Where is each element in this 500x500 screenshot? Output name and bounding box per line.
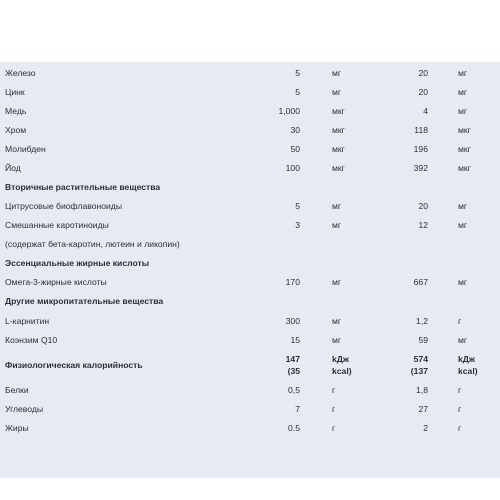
per-100g-unit: мкг (458, 125, 471, 135)
amount-value: 0.5 (288, 423, 300, 433)
table-row (0, 64, 500, 82)
energy-kj-value: 574 (413, 354, 428, 364)
nutrient-name: Омега-3-жирные кислоты (5, 277, 107, 287)
amount-value: 0,5 (288, 385, 300, 395)
per-100g-value: 2 (423, 423, 428, 433)
nutrient-name: Жиры (5, 423, 29, 433)
table-row (0, 273, 500, 291)
amount-unit: мкг (332, 163, 345, 173)
per-100g-value: 118 (414, 125, 428, 135)
energy-kj-unit: kДж (458, 354, 475, 364)
section-title: Эссенциальные жирные кислоты (5, 258, 150, 268)
table-row (0, 312, 500, 330)
nutrient-note: (содержат бета-каротин, лютеин и ликопин) (5, 239, 180, 249)
per-100g-value: 12 (418, 220, 428, 230)
amount-value (286, 353, 300, 377)
nutrient-name: Йод (5, 163, 21, 173)
amount-value: 30 (290, 125, 300, 135)
table-row (0, 419, 500, 437)
table-row-energy (0, 352, 500, 378)
energy-kj-unit: kДж (332, 354, 349, 364)
amount-value: 15 (290, 335, 300, 345)
amount-value: 5 (295, 201, 300, 211)
amount-unit: мкг (332, 125, 345, 135)
table-row (0, 140, 500, 158)
nutrient-name: Железо (5, 68, 36, 78)
nutrient-name: Физиологическая калорийность (5, 360, 143, 370)
amount-unit (332, 353, 352, 377)
per-100g-unit: г (458, 316, 462, 326)
per-100g-value: 667 (413, 277, 428, 287)
amount-unit: мг (332, 316, 342, 326)
nutrient-name: Цинк (5, 87, 25, 97)
per-100g-value: 4 (423, 106, 428, 116)
energy-kcal-value: (35 (287, 366, 300, 376)
table-row (0, 159, 500, 177)
table-row (0, 331, 500, 349)
nutrient-name: Молибден (5, 144, 46, 154)
amount-unit: мкг (332, 144, 345, 154)
section-title: Другие микропитательные вещества (5, 296, 164, 306)
amount-unit: мг (332, 335, 342, 345)
amount-unit: мг (332, 68, 342, 78)
per-100g-value: 59 (418, 335, 428, 345)
energy-kj-value: 147 (285, 354, 300, 364)
amount-value: 300 (285, 316, 300, 326)
amount-value: 170 (285, 277, 300, 287)
per-100g-unit: мг (458, 68, 468, 78)
amount-value: 100 (285, 163, 300, 173)
per-100g-unit: мг (458, 201, 468, 211)
amount-unit: мкг (332, 106, 345, 116)
amount-unit: г (332, 423, 336, 433)
nutrition-table (0, 62, 500, 478)
per-100g-value: 20 (418, 87, 428, 97)
energy-kcal-unit: kcal) (332, 366, 352, 376)
table-row (0, 197, 500, 215)
nutrient-name: Хром (5, 125, 27, 135)
per-100g-unit: мг (458, 106, 468, 116)
table-row (0, 216, 500, 234)
table-row (0, 121, 500, 139)
table-row (0, 83, 500, 101)
amount-unit: мг (332, 87, 342, 97)
per-100g-value: 1,8 (416, 385, 428, 395)
nutrient-name: Углеводы (5, 404, 44, 414)
energy-kcal-value: (137 (410, 366, 428, 376)
section-header-row (0, 178, 500, 196)
per-100g-unit: г (458, 404, 462, 414)
per-100g-unit: мг (458, 220, 468, 230)
amount-value: 3 (295, 220, 300, 230)
section-header-row (0, 254, 500, 272)
per-100g-unit: мг (458, 335, 468, 345)
per-100g-value: 1,2 (416, 316, 428, 326)
per-100g-unit: мг (458, 87, 468, 97)
per-100g-value: 27 (418, 404, 428, 414)
table-row (0, 400, 500, 418)
per-100g-value: 20 (418, 68, 428, 78)
per-100g-unit: мкг (458, 144, 471, 154)
nutrient-name: Белки (5, 385, 29, 395)
section-header-row (0, 292, 500, 310)
per-100g-unit: мг (458, 277, 468, 287)
amount-unit: мг (332, 201, 342, 211)
nutrient-name: Медь (5, 106, 27, 116)
nutrient-name: Смешанные каротиноиды (5, 220, 109, 230)
amount-value: 5 (295, 87, 300, 97)
per-100g-value (411, 353, 428, 377)
per-100g-unit: мкг (458, 163, 471, 173)
per-100g-unit: г (458, 385, 462, 395)
section-title: Вторичные растительные вещества (5, 182, 161, 192)
per-100g-value: 392 (413, 163, 428, 173)
amount-unit: мг (332, 220, 342, 230)
energy-kcal-unit: kcal) (458, 366, 478, 376)
nutrient-name: Коэнзим Q10 (5, 335, 58, 345)
note-row (0, 235, 500, 253)
amount-value: 1,000 (278, 106, 300, 116)
table-row (0, 102, 500, 120)
amount-value: 5 (295, 68, 300, 78)
per-100g-unit (458, 353, 478, 377)
per-100g-value: 20 (418, 201, 428, 211)
nutrient-name: L-карнитин (5, 316, 50, 326)
amount-value: 7 (295, 404, 300, 414)
per-100g-value: 196 (413, 144, 428, 154)
amount-value: 50 (290, 144, 300, 154)
per-100g-unit: г (458, 423, 462, 433)
amount-unit: г (332, 385, 336, 395)
nutrient-name: Цитрусовые биофлавоноиды (5, 201, 123, 211)
table-row (0, 381, 500, 399)
amount-unit: г (332, 404, 336, 414)
amount-unit: мг (332, 277, 342, 287)
